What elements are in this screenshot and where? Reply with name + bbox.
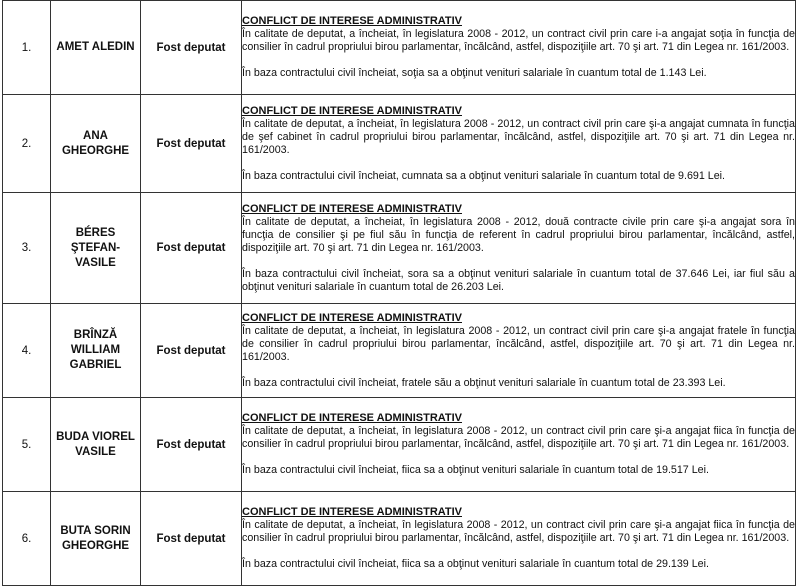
deputy-status: Fost deputat (141, 398, 242, 492)
conflict-description (242, 193, 796, 304)
table-row (3, 95, 796, 193)
conflict-description (242, 304, 796, 398)
conflict-result: În baza contractului civil încheiat, fiica sa a obţinut venituri salariale în cuantum total de 19.517 Lei. (242, 464, 709, 476)
table-row (3, 304, 796, 398)
conflict-description (242, 95, 796, 193)
conflict-description (242, 492, 796, 586)
conflict-result: În baza contractului civil încheiat, cumnata sa a obţinut venituri salariale în cuantum total de 9.691 Lei. (242, 169, 725, 182)
deputy-status: Fost deputat (141, 304, 242, 398)
table-row (3, 492, 796, 586)
deputy-name: BRÎNZĂ WILLIAM GABRIEL (51, 304, 141, 398)
deputy-status: Fost deputat (141, 492, 242, 586)
conflict-description (242, 398, 796, 492)
conflict-title: CONFLICT DE INTERESE ADMINISTRATIV (242, 311, 462, 324)
conflict-title: CONFLICT DE INTERESE ADMINISTRATIV (242, 412, 462, 424)
row-number: 2. (3, 95, 51, 193)
row-number: 5. (3, 398, 51, 492)
table-row (3, 193, 796, 304)
conflict-title: CONFLICT DE INTERESE ADMINISTRATIV (242, 15, 462, 27)
table-row (3, 1, 796, 95)
conflict-description (242, 1, 796, 95)
table-row (3, 398, 796, 492)
conflict-text: În calitate de deputat, a încheiat, în legislatura 2008 - 2012, un contract civil prin care i-a angajat soţia în funcţia de consilier în cadrul propriului birou parlamentar, încălcând, astfel, dispoziţiile art. 70 şi art. 71 din Legea nr. 161/2003. (242, 28, 795, 53)
row-number: 1. (3, 1, 51, 95)
conflict-title: CONFLICT DE INTERESE ADMINISTRATIV (242, 202, 462, 215)
conflict-text: În calitate de deputat, a încheiat, în legislatura 2008 - 2012, un contract civil prin care şi-a angajat fiica în funcţia de consilier în cadrul propriului birou parlamentar, încălcând, astfel, dispoziţiile art. 70 şi art. 71 din Legea nr. 161/2003. (242, 519, 795, 544)
conflict-result: În baza contractului civil încheiat, soţia sa a obţinut venituri salariale în cuantum total de 1.143 Lei. (242, 67, 707, 79)
conflict-text: În calitate de deputat, a încheiat, în legislatura 2008 - 2012, un contract civil prin care şi-a angajat fratele în funcţia de consilier în cadrul propriului birou parlamentar, încălcând, astfel, dispoziţiile art. 70 şi art. 71 din Legea nr. 161/2003. (242, 324, 795, 363)
row-number: 4. (3, 304, 51, 398)
row-number: 6. (3, 492, 51, 586)
conflict-result: În baza contractului civil încheiat, fratele său a obţinut venituri salariale în cuantum total de 23.393 Lei. (242, 376, 726, 389)
conflict-text: În calitate de deputat, a încheiat, în legislatura 2008 - 2012, două contracte civile prin care şi-a angajat sora în funcţia de consilier şi pe fiul său în funcţia de referent în cadrul propriului birou parlamentar, încălcând, astfel, dispoziţiile art. 70 şi art. 71 din Legea nr. 161/2003. (242, 215, 795, 254)
deputy-name: BUDA VIOREL VASILE (51, 398, 141, 492)
deputy-name: AMET ALEDIN (51, 1, 141, 95)
deputy-status: Fost deputat (141, 193, 242, 304)
conflict-text: În calitate de deputat, a încheiat, în legislatura 2008 - 2012, un contract civil prin care şi-a angajat cumnata în funcţia de şef cabinet în cadrul propriului birou parlamentar, încălcând, astfel, dispoziţiile art. 70 şi art. 71 din Legea nr. 161/2003. (242, 117, 795, 156)
conflict-result: În baza contractului civil încheiat, sora sa a obţinut venituri salariale în cuantum total de 37.646 Lei, iar fiul său a obţinut venituri salariale în cuantum total de 26.203 Lei. (242, 267, 795, 293)
conflict-table (2, 0, 796, 586)
conflict-title: CONFLICT DE INTERESE ADMINISTRATIV (242, 506, 462, 518)
deputy-name: BÉRES ŞTEFAN-VASILE (51, 193, 141, 304)
deputy-name: ANA GHEORGHE (51, 95, 141, 193)
deputy-status: Fost deputat (141, 1, 242, 95)
deputy-name: BUTA SORIN GHEORGHE (51, 492, 141, 586)
row-number: 3. (3, 193, 51, 304)
conflict-result: În baza contractului civil încheiat, fiica sa a obţinut venituri salariale în cuantum total de 29.139 Lei. (242, 558, 709, 570)
conflict-text: În calitate de deputat, a încheiat, în legislatura 2008 - 2012, un contract civil prin care şi-a angajat fiica în funcţia de consilier în cadrul propriului birou parlamentar, încălcând, astfel, dispoziţiile art. 70 şi art. 71 din Legea nr. 161/2003. (242, 425, 795, 450)
deputy-status: Fost deputat (141, 95, 242, 193)
conflict-title: CONFLICT DE INTERESE ADMINISTRATIV (242, 104, 462, 117)
